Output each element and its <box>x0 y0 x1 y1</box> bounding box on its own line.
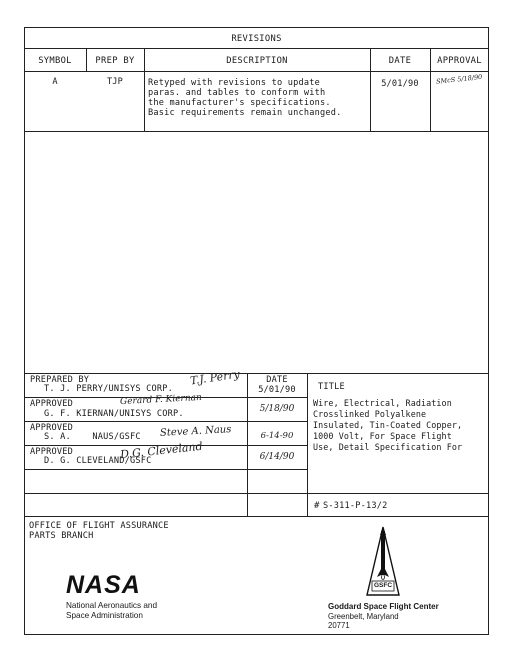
divider <box>24 516 489 517</box>
col-symbol-header: SYMBOL <box>38 56 72 66</box>
divider <box>24 48 489 49</box>
approved-3-name: D. G. CLEVELAND/GSFC <box>44 456 152 466</box>
gsfc-badge-text: GSFC <box>373 582 393 589</box>
prepared-by-name: T. J. PERRY/UNISYS CORP. <box>44 384 173 394</box>
nasa-logo <box>66 571 141 601</box>
gsfc-logo <box>363 525 403 605</box>
divider <box>24 131 489 132</box>
hash-mark: # <box>314 501 320 511</box>
approved-2-name: S. A. NAUS/GSFC <box>44 432 141 442</box>
center-name: Goddard Space Flight Center <box>328 602 439 611</box>
col-description-header: DESCRIPTION <box>226 56 288 66</box>
revision-approval-signature: SMcS 5/18/90 <box>435 72 483 86</box>
approved-1-date: 5/18/90 <box>259 404 295 414</box>
divider <box>24 469 307 470</box>
divider <box>24 373 489 374</box>
approved-1-label: APPROVED <box>30 399 73 409</box>
title-text: Wire, Electrical, Radiation Crosslinked Polyalkene Insulated, Tin-Coated Copper, 1000 Volt, For Space Flight Use, Detail Specification For <box>313 398 463 452</box>
col-separator <box>86 48 87 71</box>
center-zip: 20771 <box>328 621 350 630</box>
revision-prep-by: TJP <box>106 77 124 87</box>
date-label: DATE <box>266 375 288 385</box>
col-prepby-header: PREP BY <box>95 56 135 66</box>
office-name: OFFICE OF FLIGHT ASSURANCE PARTS BRANCH <box>29 521 169 541</box>
approved-1-signature: Gerard F. Kiernan <box>119 392 203 408</box>
prepared-by-label: PREPARED BY <box>30 375 90 385</box>
revisions-title: REVISIONS <box>231 34 282 44</box>
divider <box>24 71 489 72</box>
prepared-by-signature: T.J. Perry <box>189 367 241 388</box>
prepared-date: 5/01/90 <box>258 385 296 395</box>
title-label: TITLE <box>318 382 345 392</box>
col-separator <box>144 48 145 131</box>
approved-2-date: 6-14-90 <box>260 431 294 441</box>
approved-2-signature: Steve A. Naus <box>159 424 232 439</box>
col-separator <box>307 373 308 516</box>
revision-description: Retyped with revisions to update paras. and tables to conform with the manufacturer's specifications. Basic requirements remain unchanged. <box>148 78 342 118</box>
center-city: Greenbelt, Maryland <box>328 612 399 621</box>
col-separator <box>430 48 431 131</box>
col-date-header: DATE <box>388 56 412 66</box>
col-separator <box>370 48 371 131</box>
revision-symbol: A <box>52 77 58 87</box>
approved-1-name: G. F. KIERNAN/UNISYS CORP. <box>44 409 184 419</box>
nasa-name: National Aeronautics and Space Administration <box>66 601 158 620</box>
document-number: S-311-P-13/2 <box>323 501 388 511</box>
svg-text:NASA: NASA <box>66 571 141 599</box>
approved-3-date: 6/14/90 <box>259 452 295 462</box>
col-approval-header: APPROVAL <box>437 56 482 66</box>
approved-2-label: APPROVED <box>30 423 73 433</box>
approved-3-signature: D.G. Cleveland <box>119 439 204 462</box>
divider <box>24 421 307 422</box>
form-frame <box>24 27 489 635</box>
divider <box>24 493 489 494</box>
approved-3-label: APPROVED <box>30 447 73 457</box>
revision-date: 5/01/90 <box>381 79 419 89</box>
